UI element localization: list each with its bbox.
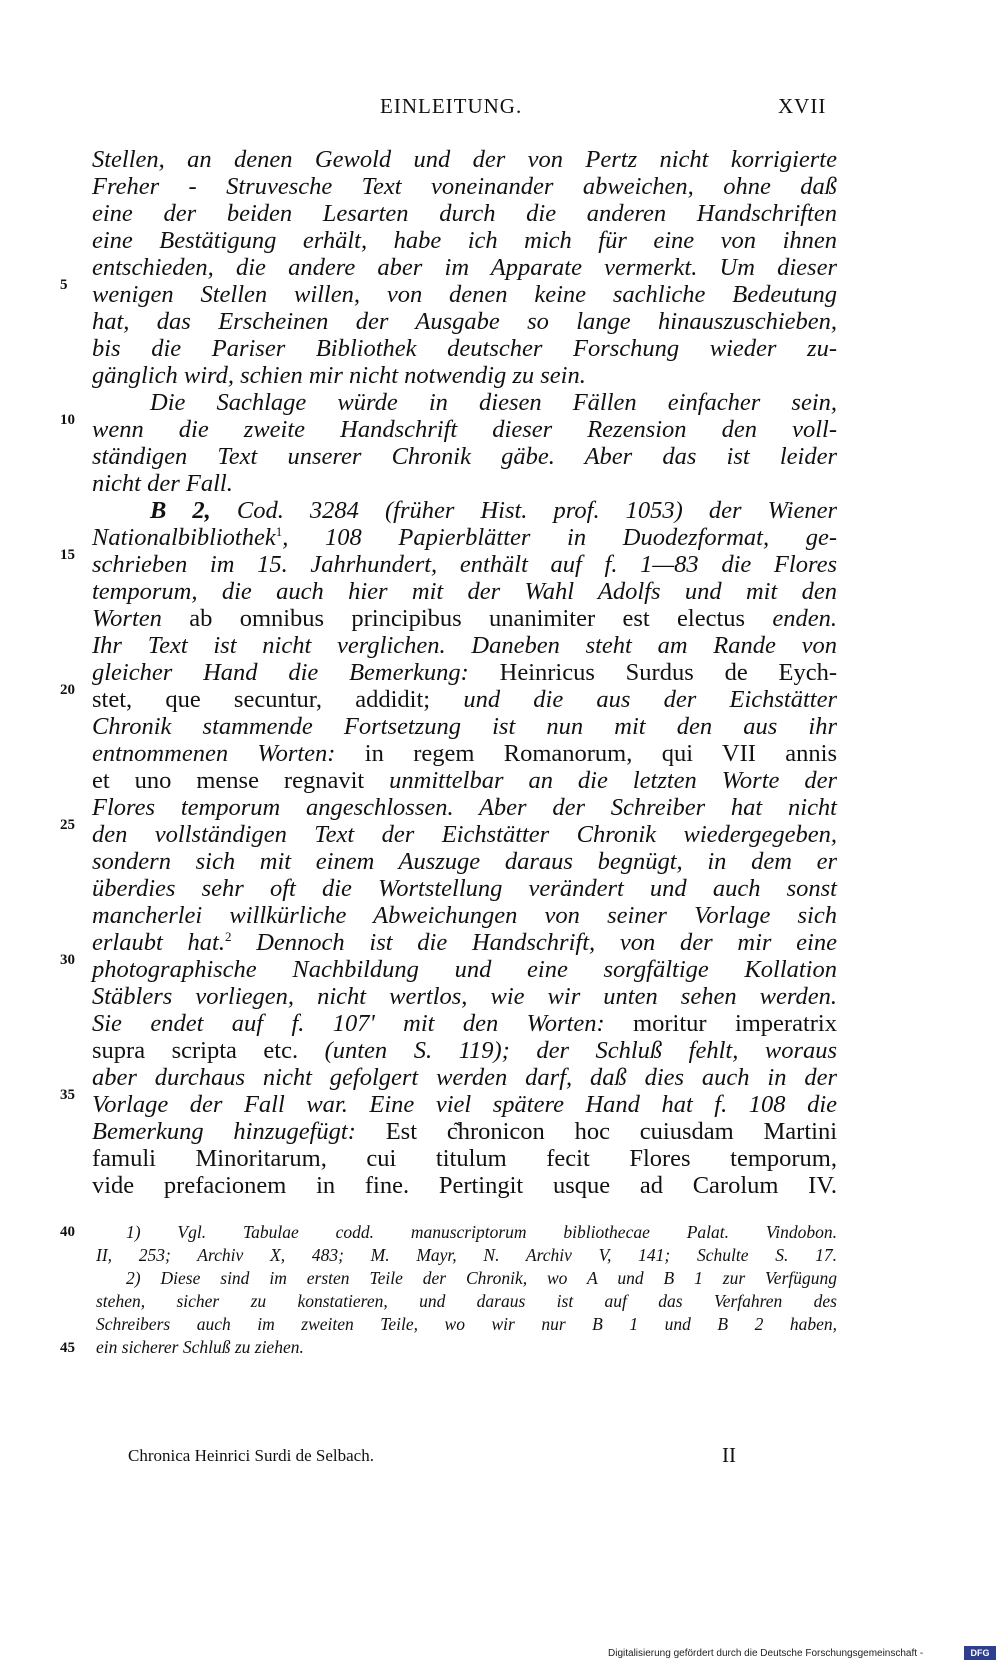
body-line: entschieden, die andere aber im Apparate vermerkt. Um dieser <box>92 254 837 281</box>
body-line: entnommenen Worten: in regem Romanorum, qui VII annis <box>92 740 837 767</box>
body-line: Ihr Text ist nicht verglichen. Daneben steht am Rande von <box>92 632 837 659</box>
footnote-line: II, 253; Archiv X, 483; M. Mayr, N. Archiv V, 141; Schulte S. 17. <box>96 1245 837 1265</box>
body-line: überdies sehr oft die Wortstellung verändert und auch sonst <box>92 875 837 902</box>
body-line: wenn die zweite Handschrift dieser Rezension den voll- <box>92 416 837 443</box>
body-line: Stellen, an denen Gewold und der von Pertz nicht korrigierte <box>92 146 837 173</box>
body-line: eine der beiden Lesarten durch die anderen Handschriften <box>92 200 837 227</box>
body-line: Freher - Struvesche Text voneinander abweichen, ohne daß <box>92 173 837 200</box>
body-line: nicht der Fall. <box>92 470 233 497</box>
body-line: Worten ab omnibus principibus unanimiter est electus enden. <box>92 605 838 632</box>
body-line: famuli Minoritarum, cui titulum fecit Flores temporum, <box>92 1145 837 1172</box>
body-line: vide prefacionem in fine. Pertingit usque ad Carolum IV. <box>92 1172 837 1199</box>
footnote-ref: 2 <box>224 929 232 944</box>
dfg-logo: DFG <box>964 1646 996 1660</box>
body-line: et uno mense regnavit unmittelbar an die letzten Worte der <box>92 767 838 794</box>
body-line: erlaubt hat.$^2$ Dennoch ist die Handschrift, von der mir eine <box>92 929 837 956</box>
body-line: temporum, die auch hier mit der Wahl Adolfs und mit den <box>92 578 837 605</box>
footnote-line: 1) Vgl. Tabulae codd. manuscriptorum bibliothecae Palat. Vindobon. <box>126 1222 837 1242</box>
body-line: bis die Pariser Bibliothek deutscher Forschung wieder zu- <box>92 335 837 362</box>
body-line: gänglich wird, schien mir nicht notwendig zu sein. <box>92 362 586 389</box>
line-number: 10 <box>60 412 75 428</box>
body-line: schrieben im 15. Jahrhundert, enthält auf f. 1—83 die Flores <box>92 551 837 578</box>
body-line: photographische Nachbildung und eine sorgfältige Kollation <box>92 956 837 983</box>
body-line: Stäblers vorliegen, nicht wertlos, wie wir unten sehen werden. <box>92 983 837 1010</box>
body-line: ständigen Text unserer Chronik gäbe. Aber das ist leider <box>92 443 837 470</box>
body-line: Bemerkung hinzugefügt: Est c͂hronicon hoc cuiusdam Martini <box>92 1118 838 1145</box>
siglum-b2: B 2, <box>150 497 211 524</box>
signature-mark: II <box>722 1443 736 1467</box>
body-line: wenigen Stellen willen, von denen keine sachliche Bedeutung <box>92 281 837 308</box>
line-number: 25 <box>60 817 75 833</box>
footnote-line: stehen, sicher zu konstatieren, und daraus ist auf das Verfahren des <box>96 1291 837 1311</box>
body-line: Nationalbibliothek$^1$, 108 Papierblätter in Duodezformat, ge- <box>92 524 837 551</box>
body-line: aber durchaus nicht gefolgert werden darf, daß dies auch in der <box>92 1064 837 1091</box>
body-line: mancherlei willkürliche Abweichungen von seiner Vorlage sich <box>92 902 837 929</box>
body-line: Chronik stammende Fortsetzung ist nun mit den aus ihr <box>92 713 837 740</box>
body-line: stet, que secuntur, addidit; und die aus der Eichstätter <box>92 686 837 713</box>
line-number: 35 <box>60 1087 75 1103</box>
body-line: Die Sachlage würde in diesen Fällen einfacher sein, <box>150 389 837 416</box>
body-line: Vorlage der Fall war. Eine viel spätere Hand hat f. 108 die <box>92 1091 837 1118</box>
body-line: eine Bestätigung erhält, habe ich mich für eine von ihnen <box>92 227 837 254</box>
body-line: Flores temporum angeschlossen. Aber der Schreiber hat nicht <box>92 794 837 821</box>
page-number: XVII <box>778 94 827 118</box>
body-line: B 2, Cod. 3284 (früher Hist. prof. 1053) der Wiener <box>150 497 837 524</box>
footnote-line: ein sicherer Schluß zu ziehen. <box>96 1337 304 1357</box>
digitization-note: Digitalisierung gefördert durch die Deutsche Forschungsgemeinschaft - <box>608 1648 924 1659</box>
body-line: Sie endet auf f. 107' mit den Worten: moritur imperatrix <box>92 1010 837 1037</box>
line-number: 45 <box>60 1340 75 1356</box>
footnote-ref: 1 <box>275 524 283 539</box>
body-line: gleicher Hand die Bemerkung: Heinricus Surdus de Eych- <box>92 659 837 686</box>
footnote-line: Schreibers auch im zweiten Teile, wo wir nur B 1 und B 2 haben, <box>96 1314 837 1334</box>
body-line: den vollständigen Text der Eichstätter Chronik wiedergegeben, <box>92 821 837 848</box>
line-number: 20 <box>60 682 75 698</box>
body-line: sondern sich mit einem Auszuge daraus begnügt, in dem er <box>92 848 837 875</box>
body-line: supra scripta etc. (unten S. 119); der Schluß fehlt, woraus <box>92 1037 838 1064</box>
line-number: 5 <box>60 277 68 293</box>
line-number: 40 <box>60 1224 75 1240</box>
footer-running-title: Chronica Heinrici Surdi de Selbach. <box>128 1446 374 1465</box>
line-number: 30 <box>60 952 75 968</box>
running-header-title: EINLEITUNG. <box>380 94 523 118</box>
body-line: hat, das Erscheinen der Ausgabe so lange hinauszuschieben, <box>92 308 837 335</box>
footnote-line: 2) Diese sind im ersten Teile der Chronik, wo A und B 1 zur Verfügung <box>126 1268 837 1288</box>
line-number: 15 <box>60 547 75 563</box>
